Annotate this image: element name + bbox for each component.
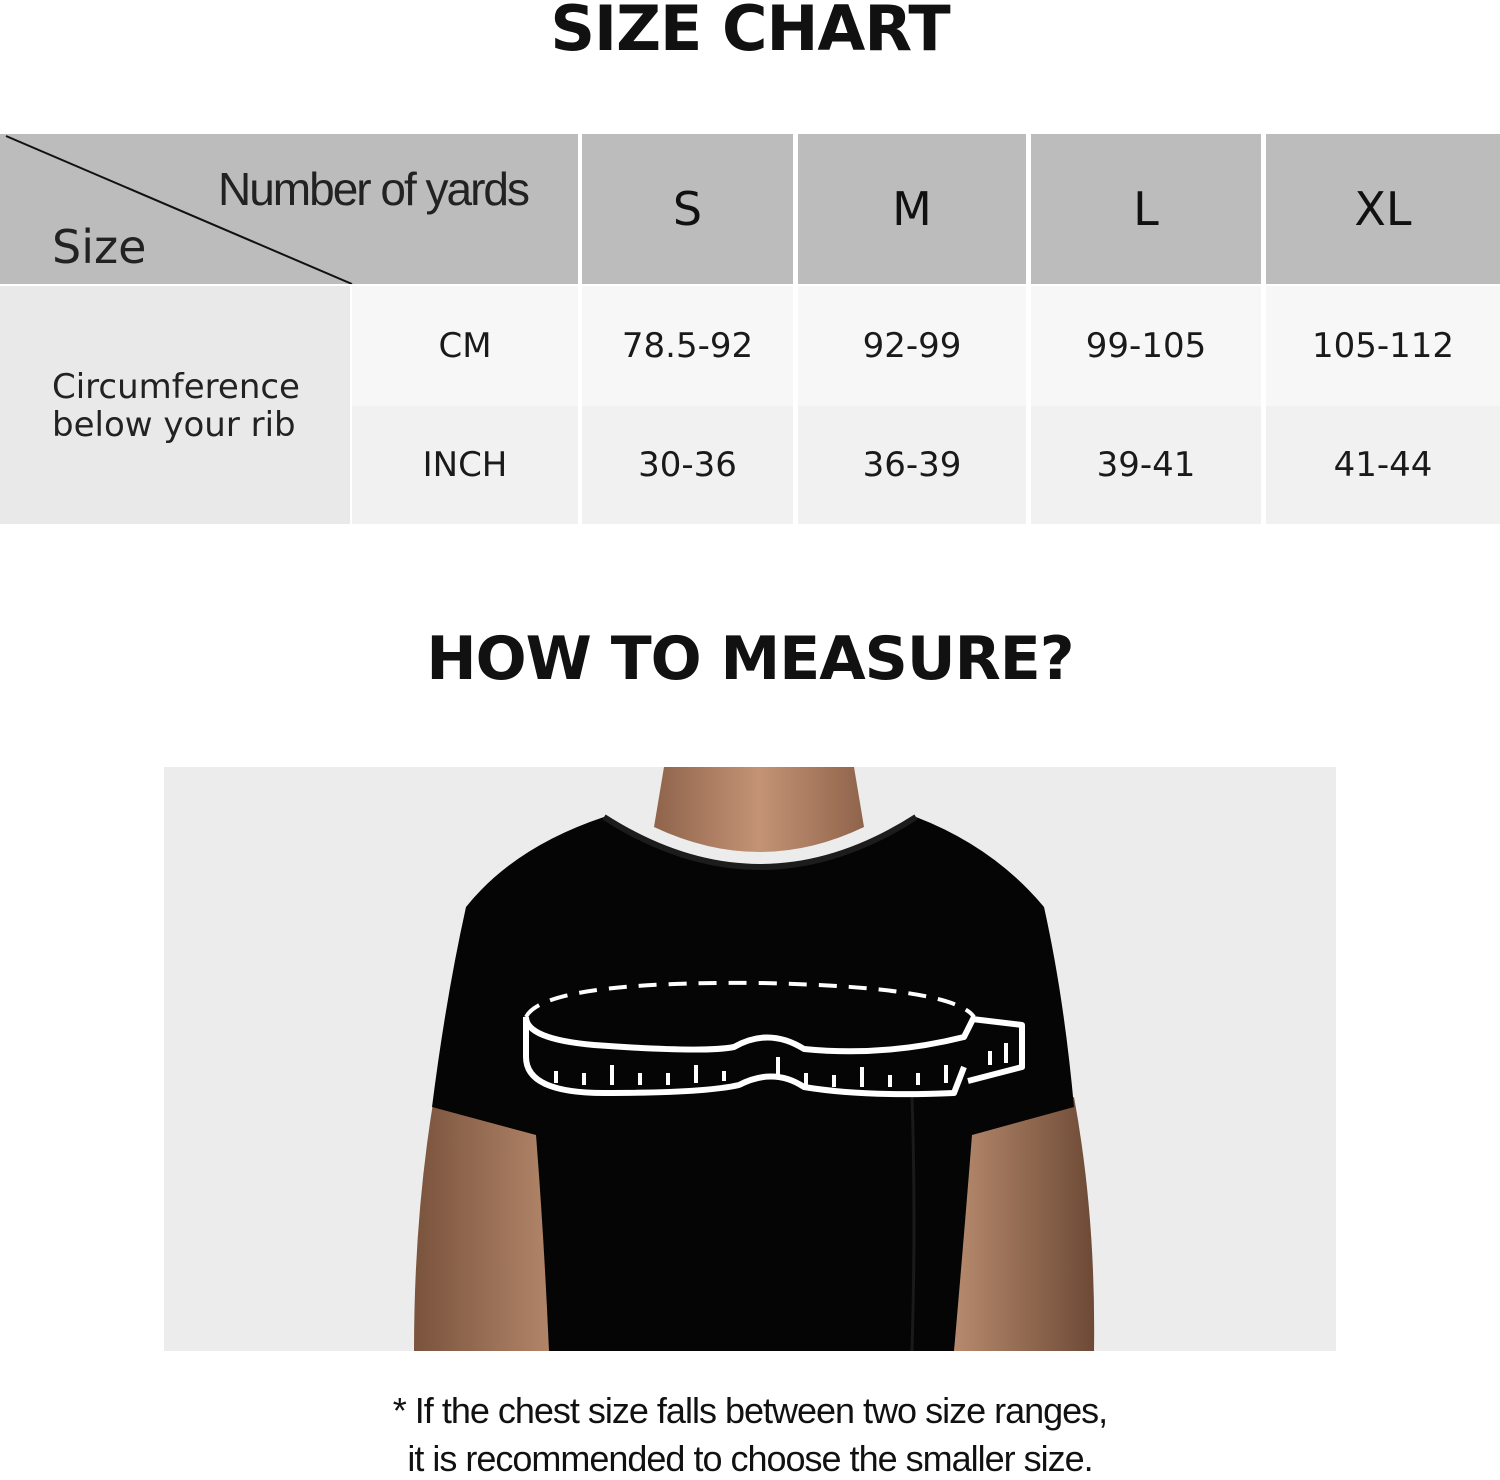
size-header-m: M bbox=[798, 134, 1026, 284]
cm-value-xl: 105-112 bbox=[1311, 326, 1455, 366]
size-header-l: L bbox=[1031, 134, 1261, 284]
cm-value-s: 78.5-92 bbox=[621, 326, 754, 366]
inch-value-s: 30-36 bbox=[638, 445, 737, 485]
table-corner-cell bbox=[0, 134, 578, 284]
circumference-label bbox=[0, 286, 350, 524]
man-in-tshirt-illustration bbox=[164, 767, 1336, 1351]
inch-value-l: 39-41 bbox=[1096, 445, 1196, 485]
size-header-s: S bbox=[582, 134, 793, 284]
cm-value-m: 92-99 bbox=[862, 326, 962, 366]
size-label: Size bbox=[52, 220, 147, 274]
unit-inch: INCH bbox=[422, 445, 508, 485]
inch-value-m: 36-39 bbox=[862, 445, 962, 485]
size-header-xl: XL bbox=[1266, 134, 1500, 284]
measurement-photo bbox=[164, 767, 1336, 1351]
unit-cm: CM bbox=[438, 326, 492, 366]
inch-value-xl: 41-44 bbox=[1333, 445, 1433, 485]
size-chart-title: SIZE CHART bbox=[550, 0, 950, 65]
circumference-label-line-1: Circumference bbox=[52, 367, 300, 407]
note-line-1: * If the chest size falls between two size ranges, bbox=[392, 1390, 1108, 1431]
number-of-yards-label: Number of yards bbox=[218, 163, 529, 215]
how-to-measure-title: HOW TO MEASURE? bbox=[426, 624, 1074, 694]
cm-value-l: 99-105 bbox=[1085, 326, 1207, 366]
circumference-label-line-2: below your rib bbox=[52, 405, 296, 445]
note-line-2: it is recommended to choose the smaller size. bbox=[407, 1438, 1093, 1479]
